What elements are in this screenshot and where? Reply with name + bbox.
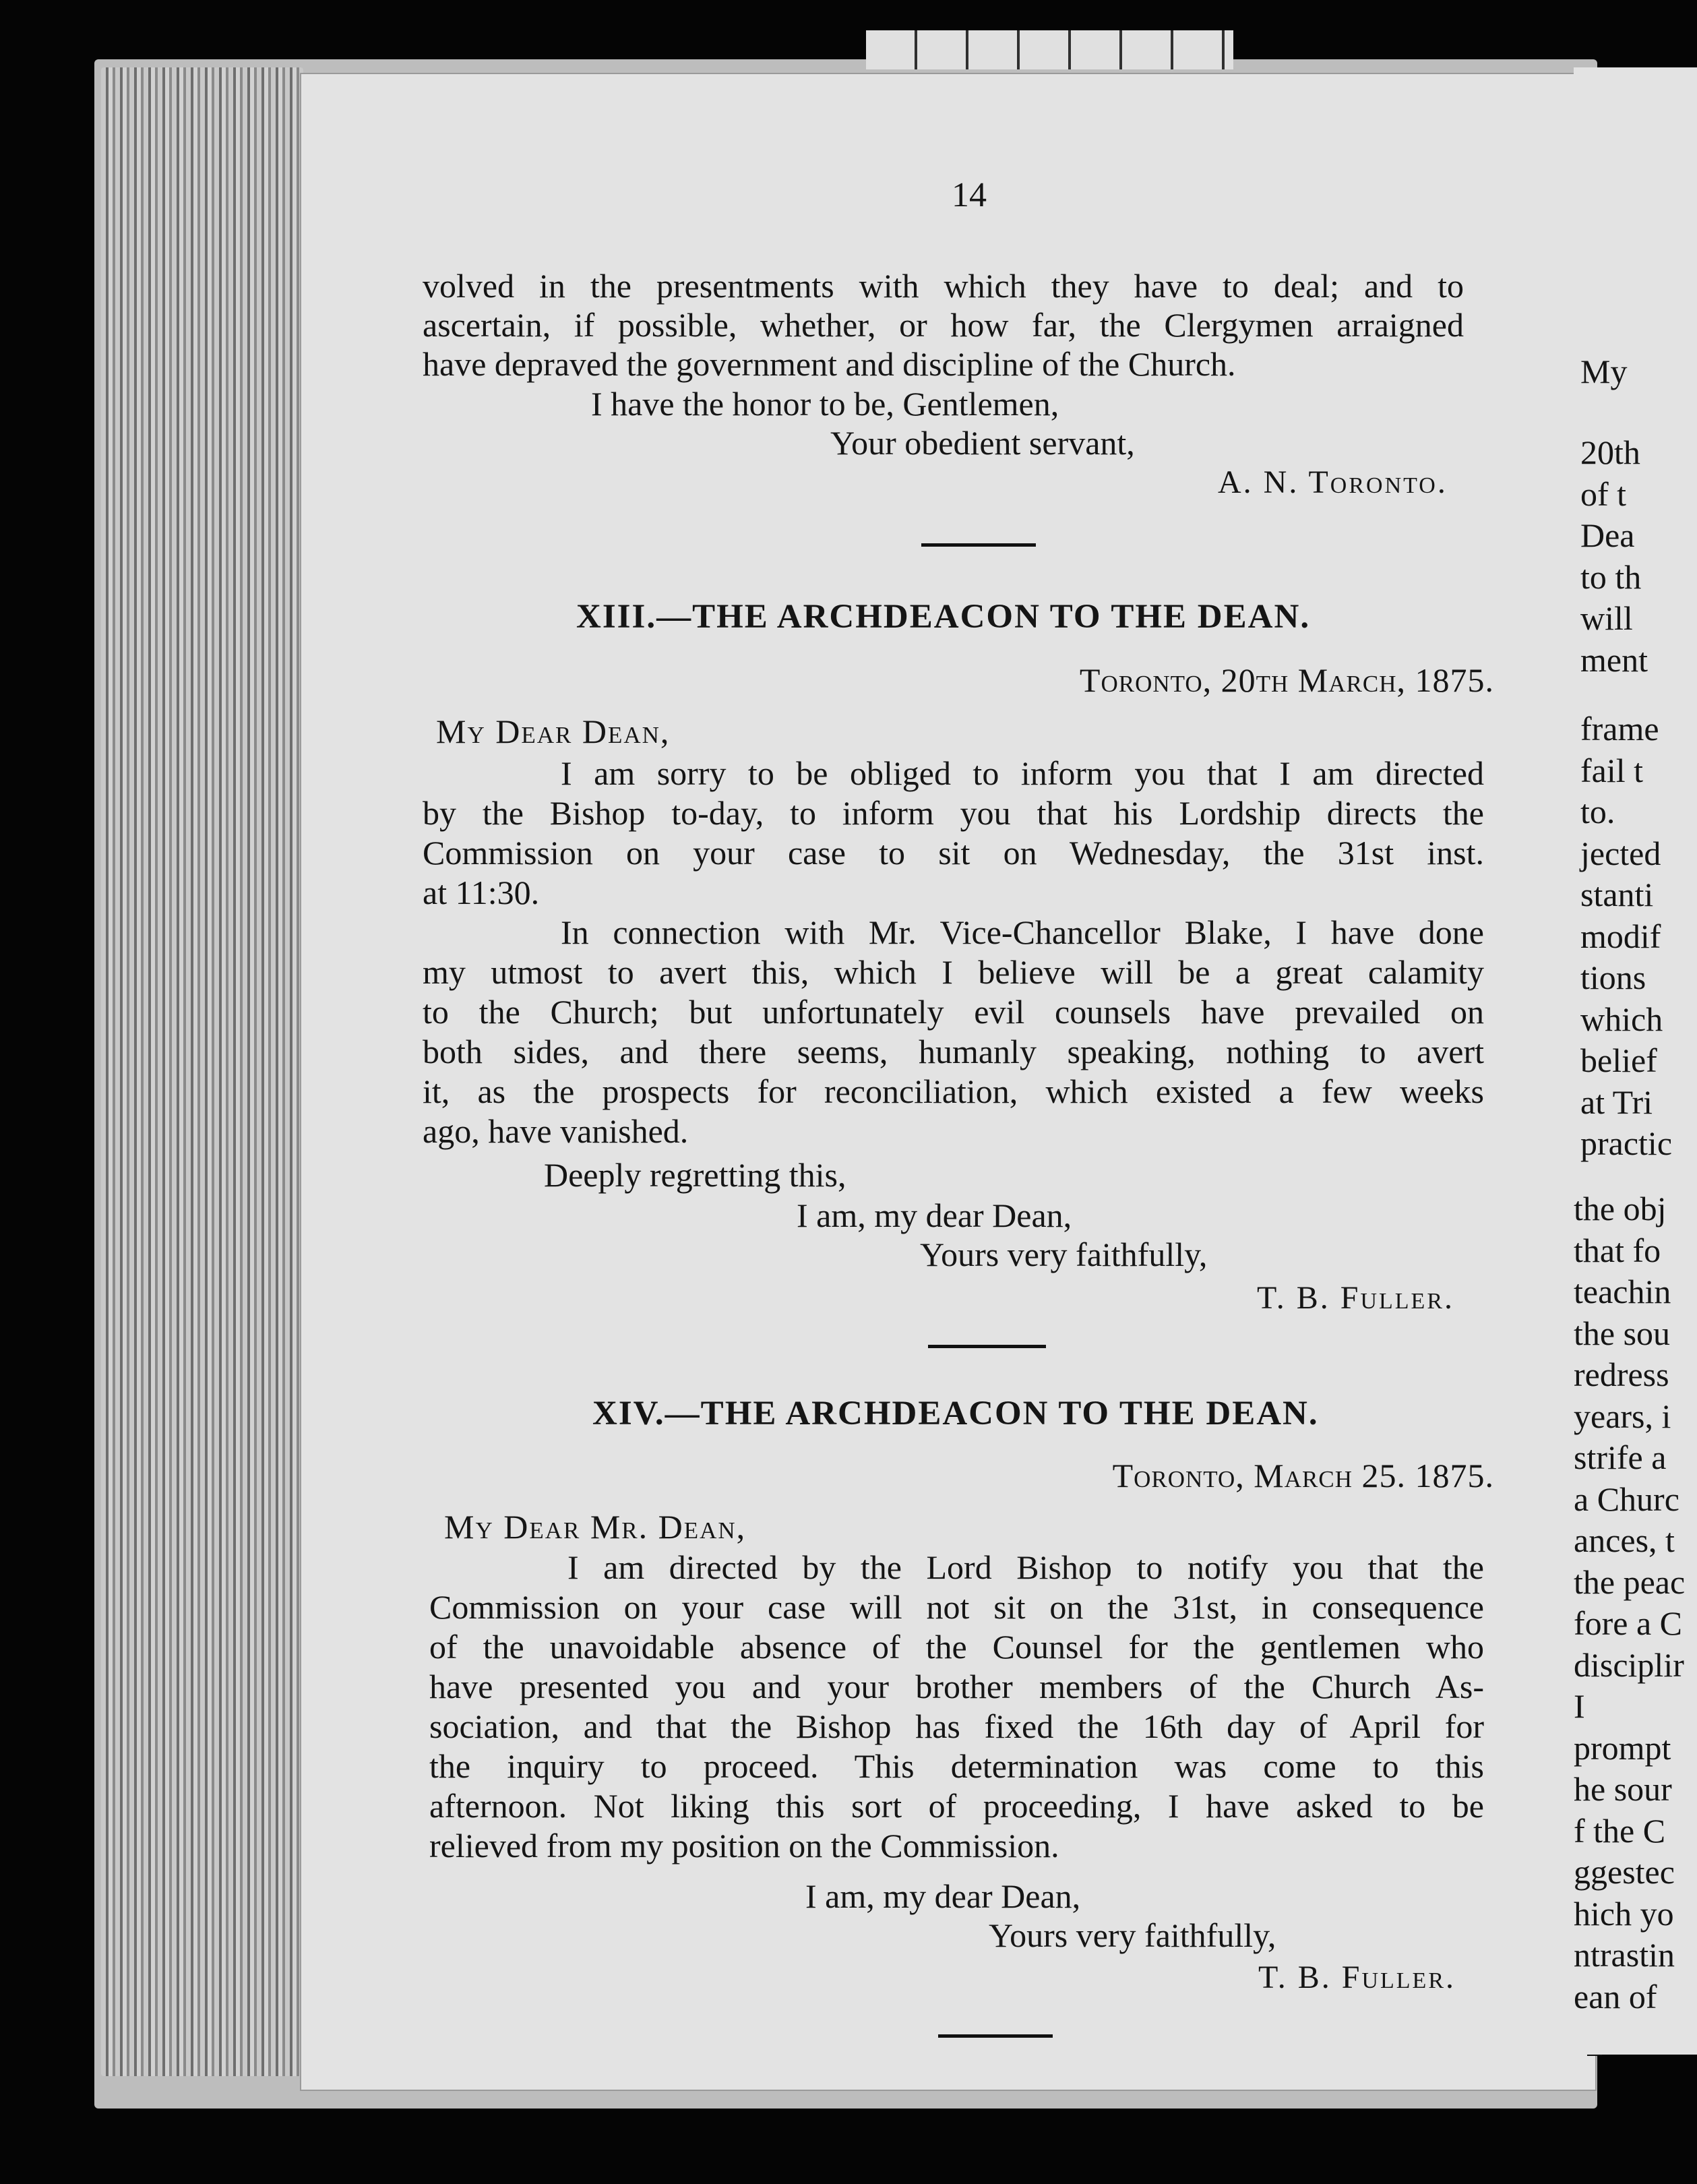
divider-rule xyxy=(928,1345,1046,1348)
facing-page-fragment: belief xyxy=(1580,1041,1657,1079)
facing-page-fragment: years, i xyxy=(1574,1397,1671,1435)
text-line: I am directed by the Lord Bishop to notify you that the xyxy=(567,1548,1484,1586)
text-line: both sides, and there seems, humanly speaking, nothing to avert xyxy=(423,1033,1484,1070)
facing-page-fragment: tions xyxy=(1580,959,1646,996)
facing-page-fragment: will xyxy=(1580,599,1633,637)
text-line: at 11:30. xyxy=(423,874,540,911)
text-line: ago, have vanished. xyxy=(423,1112,689,1150)
text-line: Commission on your case to sit on Wednesday, the 31st inst. xyxy=(423,834,1484,872)
letter-14-closing-1: I am, my dear Dean, xyxy=(805,1877,1081,1915)
facing-page-fragment: fail t xyxy=(1580,751,1644,789)
facing-page-fragment: a Churc xyxy=(1574,1480,1679,1518)
text-line: volved in the presentments with which they have to deal; and to xyxy=(423,267,1464,305)
facing-page-fragment: I xyxy=(1574,1687,1585,1725)
facing-page-group-1 xyxy=(1580,351,1627,392)
facing-page-fragment: the obj xyxy=(1574,1190,1667,1227)
letter-13-heading: XIII.—THE ARCHDEACON TO THE DEAN. xyxy=(576,598,1311,636)
letter-14-heading: XIV.—THE ARCHDEACON TO THE DEAN. xyxy=(592,1395,1319,1432)
letter-13-dateline: Toronto, 20th March, 1875. xyxy=(1079,661,1494,699)
facing-page-fragment: the sou xyxy=(1574,1314,1671,1352)
facing-page-fragment: teachin xyxy=(1574,1273,1671,1310)
letter-13-signature: T. B. Fuller. xyxy=(1257,1280,1455,1316)
text-line: to the Church; but unfortunately evil counsels have prevailed on xyxy=(423,993,1484,1031)
facing-page-fragment: redress xyxy=(1574,1356,1669,1393)
text-line: of the unavoidable absence of the Counsel for the gentlemen who xyxy=(429,1628,1484,1666)
page-tab-strip xyxy=(866,30,1233,69)
facing-page-fragment: My xyxy=(1580,353,1628,390)
facing-page-fragment: frame xyxy=(1580,710,1659,748)
facing-page-fragment: the peac xyxy=(1574,1563,1686,1601)
facing-page-fragment: which xyxy=(1580,1000,1663,1038)
facing-page-fragment: hich yo xyxy=(1574,1894,1674,1933)
facing-page-fragment: jected xyxy=(1580,834,1661,872)
opening-signature: A. N. Toronto. xyxy=(1218,464,1448,500)
facing-page-fragment: he sour xyxy=(1574,1770,1672,1808)
text-line: have depraved the government and discipline of the Church. xyxy=(423,345,1236,383)
text-line: sociation, and that the Bishop has fixed the 16th day of April for xyxy=(429,1707,1484,1745)
facing-page-fragment: to th xyxy=(1580,557,1642,596)
facing-page-fragment: fore a C xyxy=(1574,1604,1683,1642)
facing-page-fragment: practic xyxy=(1580,1124,1673,1162)
facing-page-fragment: 20th xyxy=(1580,433,1640,471)
facing-page-fragment: ntrastin xyxy=(1574,1936,1675,1974)
facing-page-fragment: at Tri xyxy=(1580,1083,1653,1121)
facing-page-fragment: disciplir xyxy=(1574,1645,1684,1684)
page-edges xyxy=(101,67,303,2076)
facing-page-group-4 xyxy=(1574,1188,1685,2017)
text-line: afternoon. Not liking this sort of proceeding, I have asked to be xyxy=(429,1787,1484,1825)
facing-page-fragment: prompt xyxy=(1574,1728,1671,1767)
facing-page-fragment: strife a xyxy=(1574,1438,1667,1476)
facing-page-fragment: to. xyxy=(1580,793,1615,830)
facing-page-fragment: modif xyxy=(1580,917,1661,955)
text-line: relieved from my position on the Commission. xyxy=(429,1827,1059,1864)
text-line: I am sorry to be obliged to inform you that I am directed xyxy=(561,754,1484,792)
opening-closing-1: I have the honor to be, Gentlemen, xyxy=(591,385,1059,423)
text-line: have presented you and your brother members of the Church As- xyxy=(429,1668,1484,1705)
facing-page xyxy=(1574,67,1697,2055)
facing-page-fragment: ggestec xyxy=(1574,1853,1675,1891)
facing-page-fragment: f the C xyxy=(1574,1811,1666,1850)
text-line: Commission on your case will not sit on the 31st, in consequence xyxy=(429,1588,1484,1626)
facing-page-group-3 xyxy=(1580,708,1672,1164)
letter-14-closing-2: Yours very faithfully, xyxy=(989,1916,1276,1954)
letter-13-closing-1: Deeply regretting this, xyxy=(544,1156,846,1194)
divider-rule xyxy=(938,2034,1053,2038)
text-line: my utmost to avert this, which I believe will be a great calamity xyxy=(423,953,1484,991)
text-line: the inquiry to proceed. This determination was come to this xyxy=(429,1747,1484,1785)
facing-page-fragment: that fo xyxy=(1574,1231,1661,1269)
text-line: ascertain, if possible, whether, or how far, the Clergymen arraigned xyxy=(423,306,1464,344)
facing-page-group-2 xyxy=(1580,431,1648,680)
opening-closing-2: Your obedient servant, xyxy=(830,424,1135,462)
facing-page-fragment: stanti xyxy=(1580,876,1654,913)
text-line: it, as the prospects for reconciliation, which existed a few weeks xyxy=(423,1072,1484,1110)
text-line: by the Bishop to-day, to inform you that his Lordship directs the xyxy=(423,794,1484,832)
divider-rule xyxy=(921,543,1036,547)
facing-page-fragment: Dea xyxy=(1580,516,1635,554)
letter-14-salutation: My Dear Mr. Dean, xyxy=(444,1508,747,1546)
letter-13-salutation: My Dear Dean, xyxy=(436,712,671,750)
page-number: 14 xyxy=(952,176,987,214)
letter-14-signature: T. B. Fuller. xyxy=(1258,1960,1456,1995)
text-line: In connection with Mr. Vice-Chancellor Blake, I have done xyxy=(561,913,1484,951)
letter-13-closing-2: I am, my dear Dean, xyxy=(797,1196,1072,1234)
letter-13-closing-3: Yours very faithfully, xyxy=(920,1236,1208,1273)
facing-page-fragment: of t xyxy=(1580,475,1627,513)
facing-page-fragment: ances, t xyxy=(1574,1521,1675,1559)
left-page xyxy=(300,73,1597,2091)
facing-page-fragment: ment xyxy=(1580,640,1648,679)
letter-14-dateline: Toronto, March 25. 1875. xyxy=(1112,1457,1494,1494)
facing-page-fragment: ean of xyxy=(1574,1977,1657,2015)
